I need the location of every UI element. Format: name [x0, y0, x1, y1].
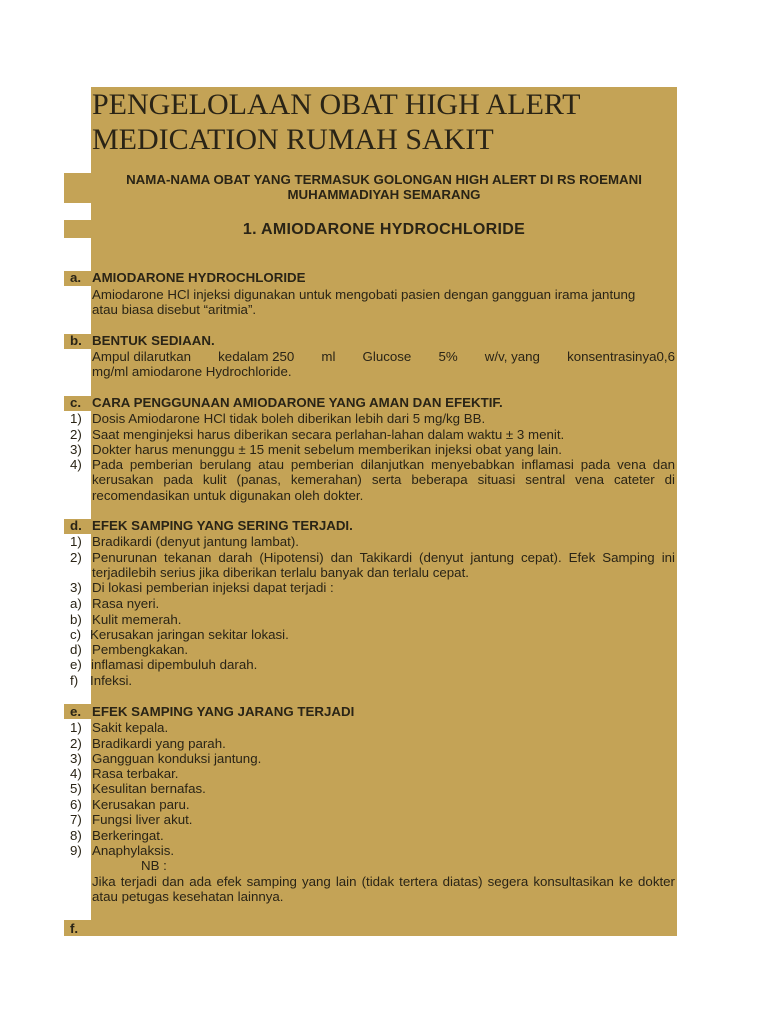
section-a-text: atau biasa disebut “aritmia”.: [92, 302, 257, 317]
list-item: Saat menginjeksi harus diberikan secara perlahan-lahan dalam waktu ± 3 menit.: [92, 427, 565, 442]
sublist-letter: e): [70, 657, 82, 672]
section-marker-f: f.: [70, 921, 79, 936]
page-title-line2: MEDICATION RUMAH SAKIT: [92, 123, 494, 156]
list-item: Fungsi liver akut.: [92, 812, 193, 827]
sublist-item: Infeksi.: [90, 673, 133, 688]
list-item: Penurunan tekanan darah (Hipotensi) dan Takikardi (denyut jantung cepat). Efek Samping ini terjadilebih serius jika diberikan terlalu banyak dan terlalu cepat.: [92, 550, 675, 581]
sublist-letter: c): [70, 627, 82, 642]
section-c-heading: CARA PENGGUNAAN AMIODARONE YANG AMAN DAN EFEKTIF.: [92, 395, 503, 410]
section-marker-b: b.: [70, 333, 82, 348]
section-b-heading: BENTUK SEDIAAN.: [92, 333, 215, 348]
list-number: 2): [70, 736, 82, 751]
list-number: 8): [70, 828, 82, 843]
section-a-heading: AMIODARONE HYDROCHLORIDE: [92, 270, 306, 285]
section-marker-c: c.: [70, 395, 82, 410]
list-item: Dosis Amiodarone HCl tidak boleh diberikan lebih dari 5 mg/kg BB.: [92, 411, 486, 426]
section-b-text: mg/ml amiodarone Hydrochloride.: [92, 364, 292, 379]
nb-label: NB :: [141, 858, 167, 873]
list-number: 5): [70, 781, 82, 796]
list-number: 9): [70, 843, 82, 858]
list-item: Di lokasi pemberian injeksi dapat terjadi :: [92, 580, 334, 595]
list-item: Rasa terbakar.: [92, 766, 179, 781]
list-item: Anaphylaksis.: [92, 843, 175, 858]
list-number: 1): [70, 720, 82, 735]
section-marker-d: d.: [70, 518, 82, 533]
list-number: 3): [70, 580, 82, 595]
section-marker-a: a.: [70, 270, 82, 285]
list-number: 4): [70, 457, 82, 472]
section-d-heading: EFEK SAMPING YANG SERING TERJADI.: [92, 518, 353, 533]
word: kedalam 250: [218, 349, 295, 364]
list-number: 1): [70, 411, 82, 426]
subtitle-line2: MUHAMMADIYAH SEMARANG: [287, 187, 481, 202]
list-number: 1): [70, 534, 82, 549]
list-item: Sakit kepala.: [92, 720, 169, 735]
sublist-item: Rasa nyeri.: [92, 596, 160, 611]
list-number: 2): [70, 550, 82, 565]
list-number: 6): [70, 797, 82, 812]
word: Glucose: [362, 349, 412, 364]
word: konsentrasinya0,6: [567, 349, 675, 364]
sublist-letter: f): [70, 673, 79, 688]
list-number: 2): [70, 427, 82, 442]
sublist-item: Kulit memerah.: [92, 612, 182, 627]
list-item: Bradikardi (denyut jantung lambat).: [92, 534, 299, 549]
section-heading: 1. AMIODARONE HYDROCHLORIDE: [242, 221, 526, 238]
list-item: Kerusakan paru.: [92, 797, 190, 812]
word: 5%: [438, 349, 458, 364]
list-item: Kesulitan bernafas.: [92, 781, 206, 796]
sublist-item: Pembengkakan.: [92, 642, 189, 657]
highlight-strip: [64, 173, 91, 203]
list-number: 4): [70, 766, 82, 781]
list-item: Berkeringat.: [92, 828, 164, 843]
sublist-letter: b): [70, 612, 82, 627]
section-e-heading: EFEK SAMPING YANG JARANG TERJADI: [92, 704, 355, 719]
word: w/v, yang: [484, 349, 540, 364]
sublist-item: inflamasi dipembuluh darah.: [91, 657, 258, 672]
sublist-letter: d): [70, 642, 82, 657]
list-item: Pada pemberian berulang atau pemberian dilanjutkan menyebabkan inflamasi pada vena dan kerusakan pada kulit (panas, kemerahan) serta beberapa situasi sentral vena cateter di recomendasikan untuk digunakan oleh dokter.: [92, 457, 675, 503]
page-title-line1: PENGELOLAAN OBAT HIGH ALERT: [92, 88, 581, 121]
sublist-item: Kerusakan jaringan sekitar lokasi.: [90, 627, 289, 642]
list-item: Bradikardi yang parah.: [92, 736, 226, 751]
word: Ampul dilarutkan: [92, 349, 192, 364]
section-a-text: Amiodarone HCl injeksi digunakan untuk mengobati pasien dengan gangguan irama jantung: [92, 287, 636, 302]
section-b-text: [92, 349, 675, 364]
word: ml: [321, 349, 336, 364]
list-number: 3): [70, 751, 82, 766]
list-number: 3): [70, 442, 82, 457]
highlight-strip: [64, 220, 91, 238]
nb-text: Jika terjadi dan ada efek samping yang lain (tidak tertera diatas) segera konsultasikan ke dokter atau petugas kesehatan lainnya.: [92, 874, 675, 905]
sublist-letter: a): [70, 596, 82, 611]
subtitle-line1: NAMA-NAMA OBAT YANG TERMASUK GOLONGAN HIGH ALERT DI RS ROEMANI: [126, 172, 642, 187]
list-item: Gangguan konduksi jantung.: [92, 751, 262, 766]
list-number: 7): [70, 812, 82, 827]
section-marker-e: e.: [70, 704, 82, 719]
list-item: Dokter harus menunggu ± 15 menit sebelum memberikan injeksi obat yang lain.: [92, 442, 562, 457]
